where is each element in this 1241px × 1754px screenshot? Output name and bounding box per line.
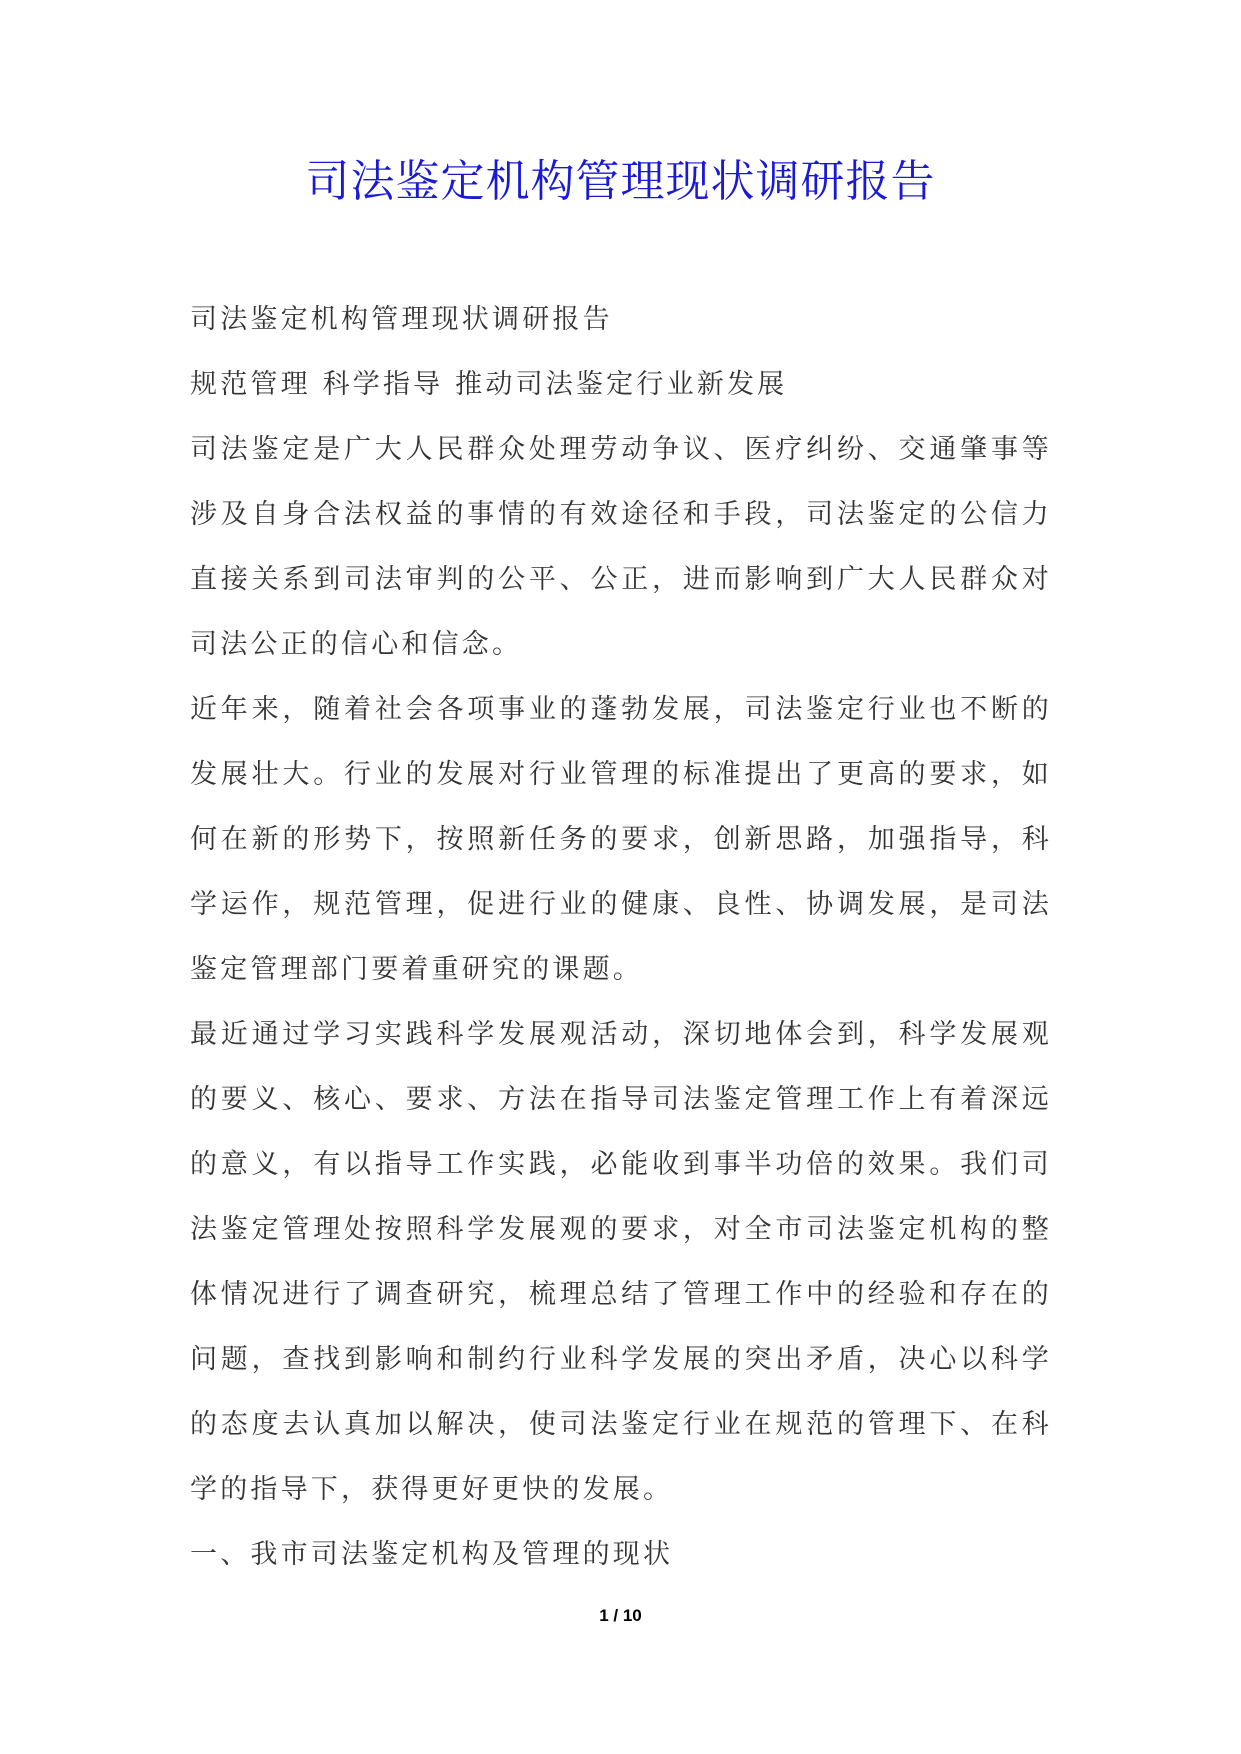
section-heading: 一、我市司法鉴定机构及管理的现状 [190,1539,674,1570]
subheading: 规范管理 科学指导 推动司法鉴定行业新发展 [190,369,788,400]
page-number: 1 / 10 [599,1606,642,1625]
paragraph: 司法鉴定是广大人民群众处理劳动争议、医疗纠纷、交通肇事等涉及自身合法权益的事情的有效途径和手段，司法鉴定的公信力直接关系到司法审判的公平、公正，进而影响到广大人民群众对司法公正的信心和信念。 [190,434,1052,660]
paragraph: 最近通过学习实践科学发展观活动，深切地体会到，科学发展观的要义、核心、要求、方法在指导司法鉴定管理工作上有着深远的意义，有以指导工作实践，必能收到事半功倍的效果。我们司法鉴定管理处按照科学发展观的要求，对全市司法鉴定机构的整体情况进行了调查研究，梳理总结了管理工作中的经验和存在的问题，查找到影响和制约行业科学发展的突出矛盾，决心以科学的态度去认真加以解决，使司法鉴定行业在规范的管理下、在科学的指导下，获得更好更快的发展。 [190,1019,1052,1505]
subtitle-repeat: 司法鉴定机构管理现状调研报告 [190,304,613,335]
page-title: 司法鉴定机构管理现状调研报告 [305,156,936,207]
paragraph: 近年来，随着社会各项事业的蓬勃发展，司法鉴定行业也不断的发展壮大。行业的发展对行业管理的标准提出了更高的要求，如何在新的形势下，按照新任务的要求，创新思路，加强指导，科学运作，规范管理，促进行业的健康、良性、协调发展，是司法鉴定管理部门要着重研究的课题。 [190,694,1052,985]
document-body [190,287,1052,1587]
